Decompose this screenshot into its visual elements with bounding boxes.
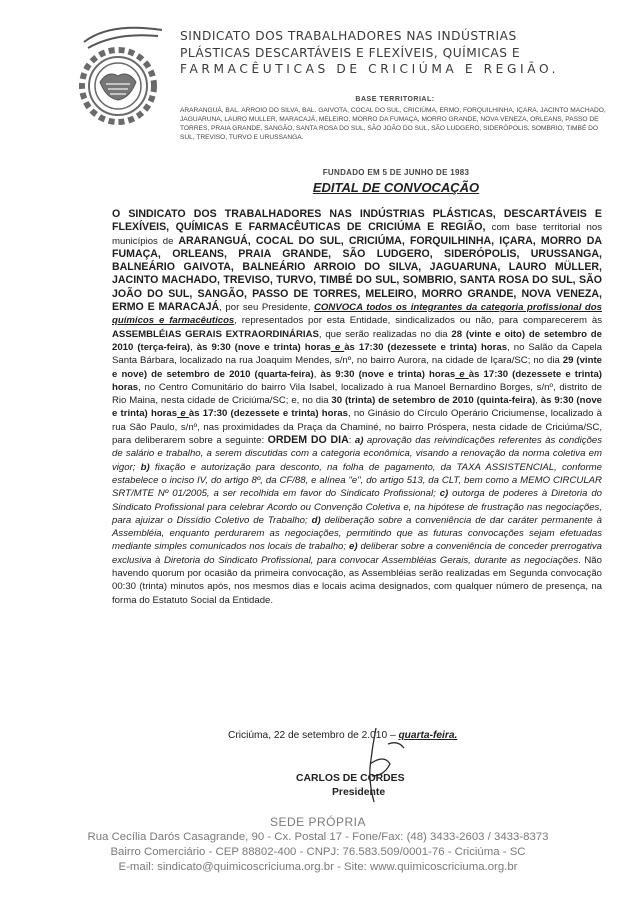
org-name-line-2: PLÁSTICAS DESCARTÁVEIS E FLEXÍVEIS, QUÍMICAS E (180, 45, 521, 60)
date-3: 30 (trinta) de setembro de 2010 (quinta-feira) (331, 395, 536, 407)
time-1b: às 17:30 (dezessete e trinta) horas (344, 341, 508, 353)
agenda-heading: ORDEM DO DIA (267, 434, 349, 447)
signer-name: CARLOS DE CORDES (296, 773, 405, 784)
body-segment: , no Ginásio do Círculo Operário Criciumense, localizado à rua São Paulo, s/nº, nas proximidades da Praça da Chaminé, no bairro Próspera, nesta cidade de Criciúma/SC, para deliberarem sobre a seguinte: (112, 408, 602, 447)
footer-address: Rua Cecília Darós Casagrande, 90 - Cx. Postal 17 - Fone/Fax: (48) 3433-2603 / 3433-8373 (87, 831, 549, 843)
union-logo (70, 20, 170, 130)
founded-date: FUNDADO EM 5 DE JUNHO DE 1983 (322, 168, 470, 177)
document-title: EDITAL DE CONVOCAÇÃO (312, 180, 480, 195)
assemblies-title: ASSEMBLÉIAS GERAIS EXTRAORDINÁRIAS (112, 328, 319, 340)
handshake-icon (100, 74, 136, 100)
signer-role: Presidente (332, 787, 386, 798)
body-segment: , (535, 395, 541, 407)
organization-name (180, 28, 620, 78)
body-segment: , no Centro Comunitário do bairro Vila Isabel, localizado à rua Manoel Bernardino Borges, s/nº, distrito de Rio Maina, nesta cidade de Criciúma/SC; e, no dia (112, 381, 602, 407)
item-b-text: fixação e autorização para desconto, na folha de pagamento, da TAXA ASSISTENCIAL, conforme estabelece o inciso IV, do artigo 8º, da CF/88, e alínea "e", do artigo 513, da CLT, bem como a MEMO CIRCULAR SRT/MTE Nº 01/2005, a ser recolhida em favor do Sindicato Profissional; (112, 461, 602, 500)
conjunction: e (177, 408, 189, 420)
footer-registration: Bairro Comerciário - CEP 88802-400 - CNPJ: 76.583.509/0001-76 - Criciúma - SC (110, 846, 526, 858)
item-e-text: deliberar sobre a conveniência de conceder prerrogativa exclusiva à Diretoria do Sindicato Profissional, para convocar Assembléias Gerais, durante as negociações (112, 541, 602, 566)
base-territorial-cities: ARARANGUÁ, BAL. ARROIO DO SILVA, BAL. GAIVOTA, COCAL DO SUL, CRICIÚMA, ERMO, FORQUILHINHA, IÇARA, JACINTO MACHADO, JAGUARUNA, LAURO MULLER, MARACAJÁ, MELEIRO, MORRO DA FUMAÇA, MORRO GRANDE, NOVA VENEZA, ORLEANS, PASSO DE TORRES, PRAIA GRANDE, SANGÃO, SANTA ROSA DO SUL, SÃO JOÃO DO SUL, SÃO LUDGERO, SIDERÓPOLIS, SOMBRIO, TIMBÉ DO SUL, TREVISO, TURVO E URUSSANGA. (180, 107, 606, 141)
base-territorial-title: BASE TERRITORIAL: (355, 96, 435, 103)
swoosh-icon (84, 28, 162, 48)
body-segment: , no Salão da Capela Santa Bárbara, localizado na rua Joaquim Mendes, s/nº, no bairro Aurora, na cidade de Içara/SC; no dia (112, 341, 602, 367)
body-segment: . Não havendo quorum por ocasião da primeira convocação, as Assembléias serão realizadas em Segunda convocação 00:30 (trinta) minutos após, nos mesmos dias e locais acima designados, com qualquer número de presença, na forma do Estatuto Social da Entidade. (112, 554, 602, 606)
time-3b: às 17:30 (dezessete e trinta) horas (188, 408, 348, 420)
item-e-label: e) (349, 541, 358, 553)
date-1: 28 (vinte e oito) de setembro de 2010 (terça-feira) (112, 328, 602, 353)
union-full-name: O SINDICATO DOS TRABALHADORES NAS INDÚSTRIAS PLÁSTICAS, DESCARTÁVEIS E FLEXÍVEIS, QUÍMICAS E FARMACÊUTICAS DE CRICIÚMA E REGIÃO, (112, 208, 602, 234)
item-c-label: c) (439, 488, 449, 500)
convocation-body (112, 208, 602, 607)
time-1a: às 9:30 (nove e trinta) horas (196, 341, 331, 353)
item-d-text: deliberação sobre a conveniência de dar caráter permanente à Assembléia, enquanto perdurarem as negociações, permitindo que as futuras convocações sejam efetuadas mediante simples comunicados nos locais de trabalho; (112, 514, 602, 553)
item-d-label: d) (311, 514, 321, 526)
body-segment: , (313, 368, 321, 380)
date-2: 29 (vinte e nove) de setembro de 2010 (quarta-feira) (112, 355, 602, 380)
body-segment: , representados por esta Entidade, sindicalizados ou não, para comparecerem às (234, 315, 602, 327)
conjunction: e (330, 341, 345, 353)
body-segment: com base territorial nos municípios de (112, 222, 603, 247)
body-segment: , que serão realizadas no dia (318, 328, 452, 340)
footer-contacts: E-mail: sindicato@quimicoscriciuma.org.br - Site: www.quimicoscriciuma.org.br (118, 861, 518, 873)
footer-title: SEDE PRÓPRIA (269, 815, 367, 829)
place-date-text: Criciúma, 22 de setembro de 2.010 – (228, 730, 399, 741)
item-b-label: b) (140, 461, 150, 473)
item-c-text: outorga de poderes à Diretoria do Sindicato Profissional para celebrar Acordo ou Convenção Coletiva e, na hipótese de frustração nas negociações, para ajuizar o Dissídio Coletivo de Trabalho; (112, 488, 602, 526)
body-segment: , por seu Presidente, (219, 302, 314, 314)
time-3a: às 9:30 (nove e trinta) horas (112, 395, 602, 420)
org-name-line-3: FARMACÊUTICAS DE CRICIÚMA E REGIÃO. (180, 62, 560, 76)
footer (0, 814, 636, 875)
body-segment: , (190, 341, 197, 353)
org-name-line-1: SINDICATO DOS TRABALHADORES NAS INDÚSTRIAS (180, 29, 517, 43)
convocation-clause: CONVOCA todos os integrantes da categoria profissional dos químicos e farmacêuticos (112, 302, 602, 327)
time-2a: às 9:30 (nove e trinta) horas (320, 368, 456, 380)
municipalities-list: ARARANGUÁ, COCAL DO SUL, CRICIÚMA, FORQUILHINHA, IÇARA, MORRO DA FUMAÇA, ORLEANS, PRAIA GRANDE, SÃO LUDGERO, SIDERÓPOLIS, URUSSANGA, BALNEÁRIO GAIVOTA, BALNEÁRIO ARROIO DO SILVA, JAGUARUNA, LAURO MÜLLER, JACINTO MACHADO, TREVISO, TURVO, TIMBÉ DO SUL, SOMBRIO, SANTA ROSA DO SUL, SÃO JOÃO DO SUL, SANGÃO, PASSO DE TORRES, MELEIRO, MORRO GRANDE, NOVA VENEZA, ERMO E MARACAJÁ (112, 234, 602, 314)
item-a-text: aprovação das reivindicações referentes às condições de salário e trabalho, a serem discutidas com a categoria econômica, visando a renovação da norma coletiva em vigor; (112, 435, 602, 473)
item-a-label: a) (354, 435, 364, 447)
conjunction: e (455, 368, 469, 380)
time-2b: às 17:30 (dezessete e trinta) horas (112, 368, 602, 393)
weekday: quarta-feira. (398, 730, 458, 741)
body-segment: : (348, 435, 355, 447)
